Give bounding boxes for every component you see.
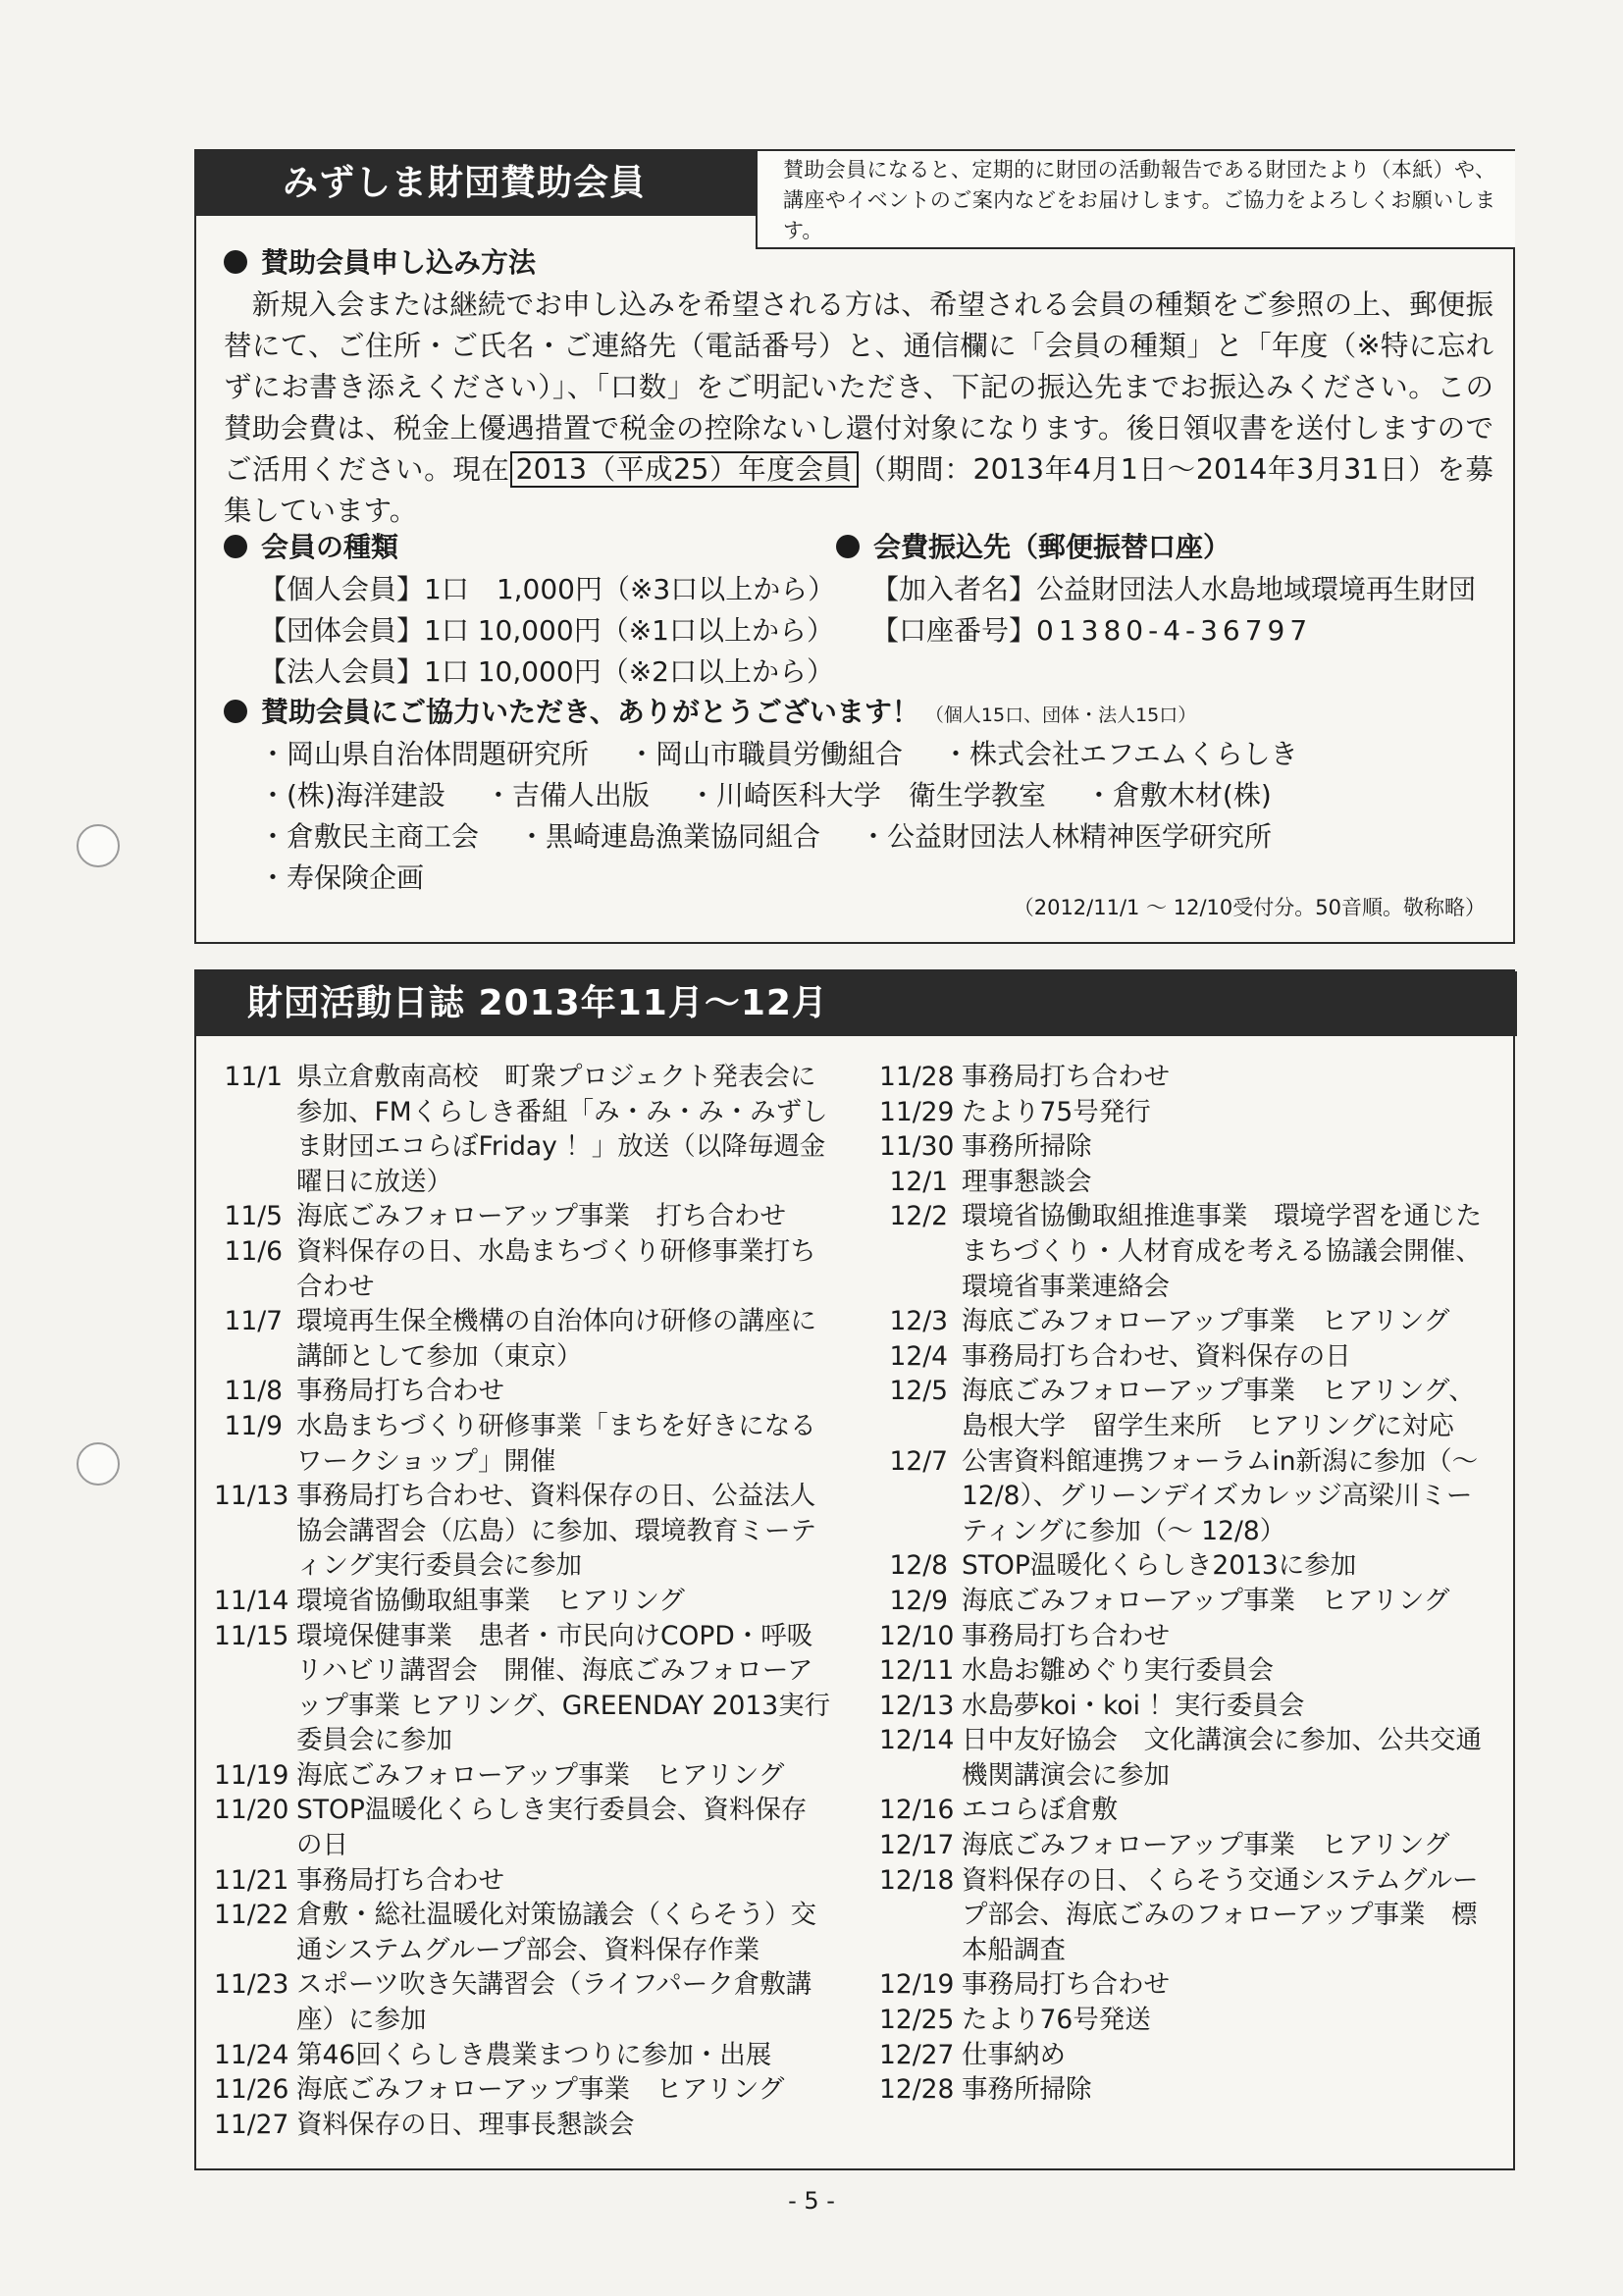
log-text: 水島まちづくり研修事業「まちを好きになるワークショップ」開催: [296, 1410, 816, 1477]
membership-item: 【団体会員】1口 10,000円（※1口以上から）: [259, 614, 834, 647]
log-date: 11/15: [214, 1620, 289, 1651]
log-entry: [214, 1199, 832, 1234]
log-text: 海底ごみフォローアップ事業 ヒアリング: [296, 1759, 785, 1791]
method-text-before: 新規入会または継続でお申し込みを希望される方は、希望される会員の種類をご参照の上、郵便振替にて、ご住所・ご氏名・ご連絡先（電話番号）と、通信欄に「会員の種類」と「年度（※特に忘れずにお書き添えください）」、「口数」をご明記いただき、下記の振込先までお振込みください。この賛助会費は、税金上優遇措置で税金の控除ないし還付対象になります。後日領収書を送付しますのでご活用ください。現在: [224, 288, 1493, 486]
activity-log-right-column: [879, 1060, 1492, 2108]
account-number: 【口座番号】01380-4-36797: [871, 614, 1313, 647]
log-date: 12/17: [879, 1830, 955, 1861]
current-year-box: 2013（平成25）年度会員: [510, 451, 859, 488]
log-date: 11/1: [224, 1062, 283, 1092]
membership-heading: 会員の種類: [224, 528, 398, 567]
log-date: 11/6: [224, 1235, 283, 1267]
log-entry: [214, 2038, 832, 2073]
log-text: 事務局打ち合わせ: [296, 1376, 504, 1407]
log-text: 日中友好協会 文化講演会に参加、公共交通機関講演会に参加: [962, 1725, 1482, 1791]
log-text: 理事懇談会: [962, 1166, 1092, 1197]
supporter-row: ・岡山県自治体問題研究所 ・岡山市職員労働組合 ・株式会社エフエムくらしき: [259, 738, 1298, 770]
log-text: 事務所掃除: [962, 2074, 1092, 2106]
log-text: 第46回くらしき農業まつりに参加・出展: [296, 2039, 772, 2070]
log-text: STOP温暖化くらしき2013に参加: [962, 1550, 1357, 1582]
log-text: 事務局打ち合わせ: [962, 1620, 1170, 1651]
bullet-icon: [836, 535, 860, 558]
log-date: 11/8: [224, 1376, 283, 1407]
supporting-members-box: [194, 149, 1515, 944]
thanks-heading: 賛助会員にご協力いただき、ありがとうございます！ （個人15口、団体・法人15口）: [224, 693, 1196, 735]
log-date: 11/23: [214, 1969, 289, 2001]
log-date: 12/1: [889, 1166, 948, 1197]
log-text: 海底ごみフォローアップ事業 ヒアリング: [962, 1830, 1450, 1861]
method-paragraph: [224, 285, 1493, 532]
activity-log-box: [194, 969, 1515, 2170]
log-text: 事務局打ち合わせ、資料保存の日: [962, 1340, 1351, 1372]
log-entry: [879, 1374, 1492, 1443]
section-title: みずしま財団賛助会員: [196, 151, 756, 216]
log-entry: [879, 1723, 1492, 1793]
transfer-info: [871, 569, 1476, 652]
thanks-note: （個人15口、団体・法人15口）: [924, 704, 1197, 726]
log-text: 仕事納め: [962, 2039, 1066, 2070]
membership-item: 【法人会員】1口 10,000円（※2口以上から）: [259, 655, 834, 688]
log-date: 12/5: [889, 1376, 948, 1407]
log-text: 環境保健事業 患者・市民向けCOPD・呼吸リハビリ講習会 開催、海底ごみフォローアップ事業 ヒアリング、GREENDAY 2013実行委員会に参加: [296, 1620, 831, 1756]
log-text: 事務局打ち合わせ、資料保存の日、公益法人協会講習会（広島）に参加、環境教育ミーティング実行委員会に参加: [296, 1481, 816, 1582]
log-date: 12/27: [879, 2039, 955, 2070]
log-date: 11/20: [214, 1795, 289, 1826]
bullet-icon: [224, 700, 247, 723]
supporter-row: ・(株)海洋建設 ・吉備人出版 ・川崎医科大学 衛生学教室 ・倉敷木材(株): [259, 779, 1272, 811]
log-entry: [214, 1898, 832, 1967]
log-text: 事務局打ち合わせ: [962, 1969, 1170, 2001]
log-entry: [214, 1409, 832, 1479]
membership-list: [259, 569, 835, 693]
log-entry: [214, 1060, 832, 1199]
log-entry: [879, 1828, 1492, 1863]
log-date: 12/14: [879, 1725, 955, 1756]
account-holder: 【加入者名】公益財団法人水島地域環境再生財団: [871, 573, 1477, 605]
log-date: 12/18: [879, 1864, 955, 1896]
log-date: 12/8: [889, 1550, 948, 1582]
log-text: 県立倉敷南高校 町衆プロジェクト発表会に参加、FMくらしき番組「み・み・み・みずしま財団エコらぼFriday ！」放送（以降毎週金曜日に放送）: [296, 1062, 828, 1197]
log-entry: [879, 1339, 1492, 1375]
log-date: 12/3: [889, 1306, 948, 1337]
log-date: 11/30: [879, 1131, 955, 1163]
method-heading: 賛助会員申し込み方法: [224, 243, 536, 283]
log-date: 12/2: [889, 1201, 948, 1232]
log-date: 11/14: [214, 1585, 289, 1616]
log-entry: [879, 1444, 1492, 1549]
log-text: 海底ごみフォローアップ事業 打ち合わせ: [296, 1201, 786, 1232]
log-entry: [214, 1863, 832, 1899]
log-text: 資料保存の日、水島まちづくり研修事業打ち合わせ: [296, 1235, 816, 1302]
transfer-heading: 会費振込先（郵便振替口座）: [836, 528, 1230, 567]
log-date: 11/21: [214, 1864, 289, 1896]
log-text: 資料保存の日、理事長懇談会: [296, 2109, 635, 2140]
log-date: 12/13: [879, 1690, 955, 1721]
log-text: 海底ごみフォローアップ事業 ヒアリング: [296, 2074, 785, 2106]
log-text: 海底ごみフォローアップ事業 ヒアリング、島根大学 留学生来所 ヒアリングに対応: [962, 1376, 1475, 1441]
log-date: 12/25: [879, 2005, 955, 2036]
log-entry: [879, 1304, 1492, 1339]
log-date: 11/24: [214, 2039, 289, 2070]
log-text: 事務所掃除: [962, 1131, 1092, 1163]
received-period-note: （2012/11/1 〜 12/10受付分。50音順。敬称略）: [1013, 896, 1486, 919]
log-date: 12/28: [879, 2074, 955, 2106]
log-entry: [214, 1758, 832, 1794]
log-date: 11/5: [224, 1201, 283, 1232]
log-entry: [214, 2108, 832, 2143]
log-text: スポーツ吹き矢講習会（ライフパーク倉敷講座）に参加: [296, 1969, 812, 2036]
log-entry: [214, 1967, 832, 2037]
log-entry: [214, 1793, 832, 1862]
log-text: 海底ごみフォローアップ事業 ヒアリング: [962, 1306, 1450, 1337]
log-text: 資料保存の日、くらそう交通システムグループ部会、海底ごみのフォローアップ事業 標本船調査: [962, 1864, 1479, 1965]
log-entry: [214, 1304, 832, 1374]
method-text-after: （期間：2013年4月1日〜2014年3月31日）を募集しています。: [224, 453, 1493, 527]
log-text: たより75号発行: [962, 1096, 1151, 1127]
log-date: 11/13: [214, 1481, 289, 1512]
log-entry: [879, 1199, 1492, 1304]
log-date: 11/19: [214, 1759, 289, 1791]
section-title: 財団活動日誌 2013年11月〜12月: [196, 971, 1517, 1036]
log-text: STOP温暖化くらしき実行委員会、資料保存の日: [296, 1795, 808, 1861]
log-entry: [879, 1863, 1492, 1968]
log-entry: [214, 1584, 832, 1619]
bullet-icon: [224, 535, 247, 558]
binder-hole-bottom: [77, 1442, 120, 1486]
log-text: エコらぼ倉敷: [962, 1795, 1118, 1826]
log-date: 12/10: [879, 1620, 955, 1651]
log-date: 12/9: [889, 1585, 948, 1616]
log-entry: [879, 1129, 1492, 1165]
log-text: 水島夢koi・koi ！実行委員会: [962, 1690, 1305, 1721]
membership-notice: 賛助会員になると、定期的に財団の活動報告である財団たより（本紙）や、講座やイベントのご案内などをお届けします。ご協力をよろしくお願いします。: [756, 151, 1515, 249]
log-text: 事務局打ち合わせ: [962, 1062, 1170, 1092]
log-text: 海底ごみフォローアップ事業 ヒアリング: [962, 1585, 1450, 1616]
log-entry: [214, 1619, 832, 1758]
log-date: 11/9: [224, 1410, 283, 1441]
log-date: 12/7: [889, 1445, 948, 1477]
log-date: 11/27: [214, 2109, 289, 2140]
log-date: 11/29: [879, 1096, 955, 1127]
log-date: 12/11: [879, 1655, 955, 1687]
log-date: 12/16: [879, 1795, 955, 1826]
log-entry: [879, 1653, 1492, 1689]
log-entry: [879, 2038, 1492, 2073]
log-entry: [879, 1584, 1492, 1619]
log-entry: [214, 1234, 832, 1304]
log-entry: [879, 1095, 1492, 1130]
log-entry: [214, 2072, 832, 2108]
log-text: 環境省協働取組事業 ヒアリング: [296, 1585, 685, 1616]
log-entry: [879, 1793, 1492, 1828]
log-entry: [879, 1165, 1492, 1200]
log-entry: [879, 1619, 1492, 1654]
activity-log-left-column: [214, 1060, 832, 2142]
supporter-row: ・倉敷民主商工会 ・黒崎連島漁業協同組合 ・公益財団法人林精神医学研究所: [259, 820, 1273, 853]
log-entry: [214, 1374, 832, 1409]
supporter-row: ・寿保険企画: [259, 861, 425, 894]
binder-hole-top: [77, 824, 120, 867]
log-entry: [879, 1689, 1492, 1724]
log-text: 環境省協働取組推進事業 環境学習を通じたまちづくり・人材育成を考える協議会開催、環境省事業連絡会: [962, 1201, 1482, 1302]
bullet-icon: [224, 250, 247, 274]
log-text: 事務局打ち合わせ: [296, 1864, 504, 1896]
log-text: 公害資料館連携フォーラムin新潟に参加（〜 12/8）、グリーンデイズカレッジ高梁川ミーティングに参加（〜 12/8）: [962, 1445, 1479, 1546]
log-date: 11/26: [214, 2074, 289, 2106]
log-entry: [879, 1060, 1492, 1095]
log-entry: [879, 2072, 1492, 2108]
log-text: 環境再生保全機構の自治体向け研修の講座に講師として参加（東京）: [296, 1306, 816, 1372]
log-date: 12/19: [879, 1969, 955, 2001]
log-entry: [879, 1967, 1492, 2003]
log-text: 倉敷・総社温暖化対策協議会（くらそう）交通システムグループ部会、資料保存作業: [296, 1900, 816, 1965]
membership-item: 【個人会員】1口 1,000円（※3口以上から）: [259, 573, 836, 605]
log-date: 12/4: [889, 1340, 948, 1372]
log-entry: [214, 1479, 832, 1584]
log-date: 11/28: [879, 1062, 955, 1092]
log-entry: [879, 2003, 1492, 2038]
log-date: 11/22: [214, 1900, 289, 1931]
log-date: 11/7: [224, 1306, 283, 1337]
page-number: - 5 -: [788, 2187, 835, 2215]
log-text: たより76号発送: [962, 2005, 1151, 2036]
log-entry: [879, 1548, 1492, 1584]
log-text: 水島お雛めぐり実行委員会: [962, 1655, 1274, 1687]
